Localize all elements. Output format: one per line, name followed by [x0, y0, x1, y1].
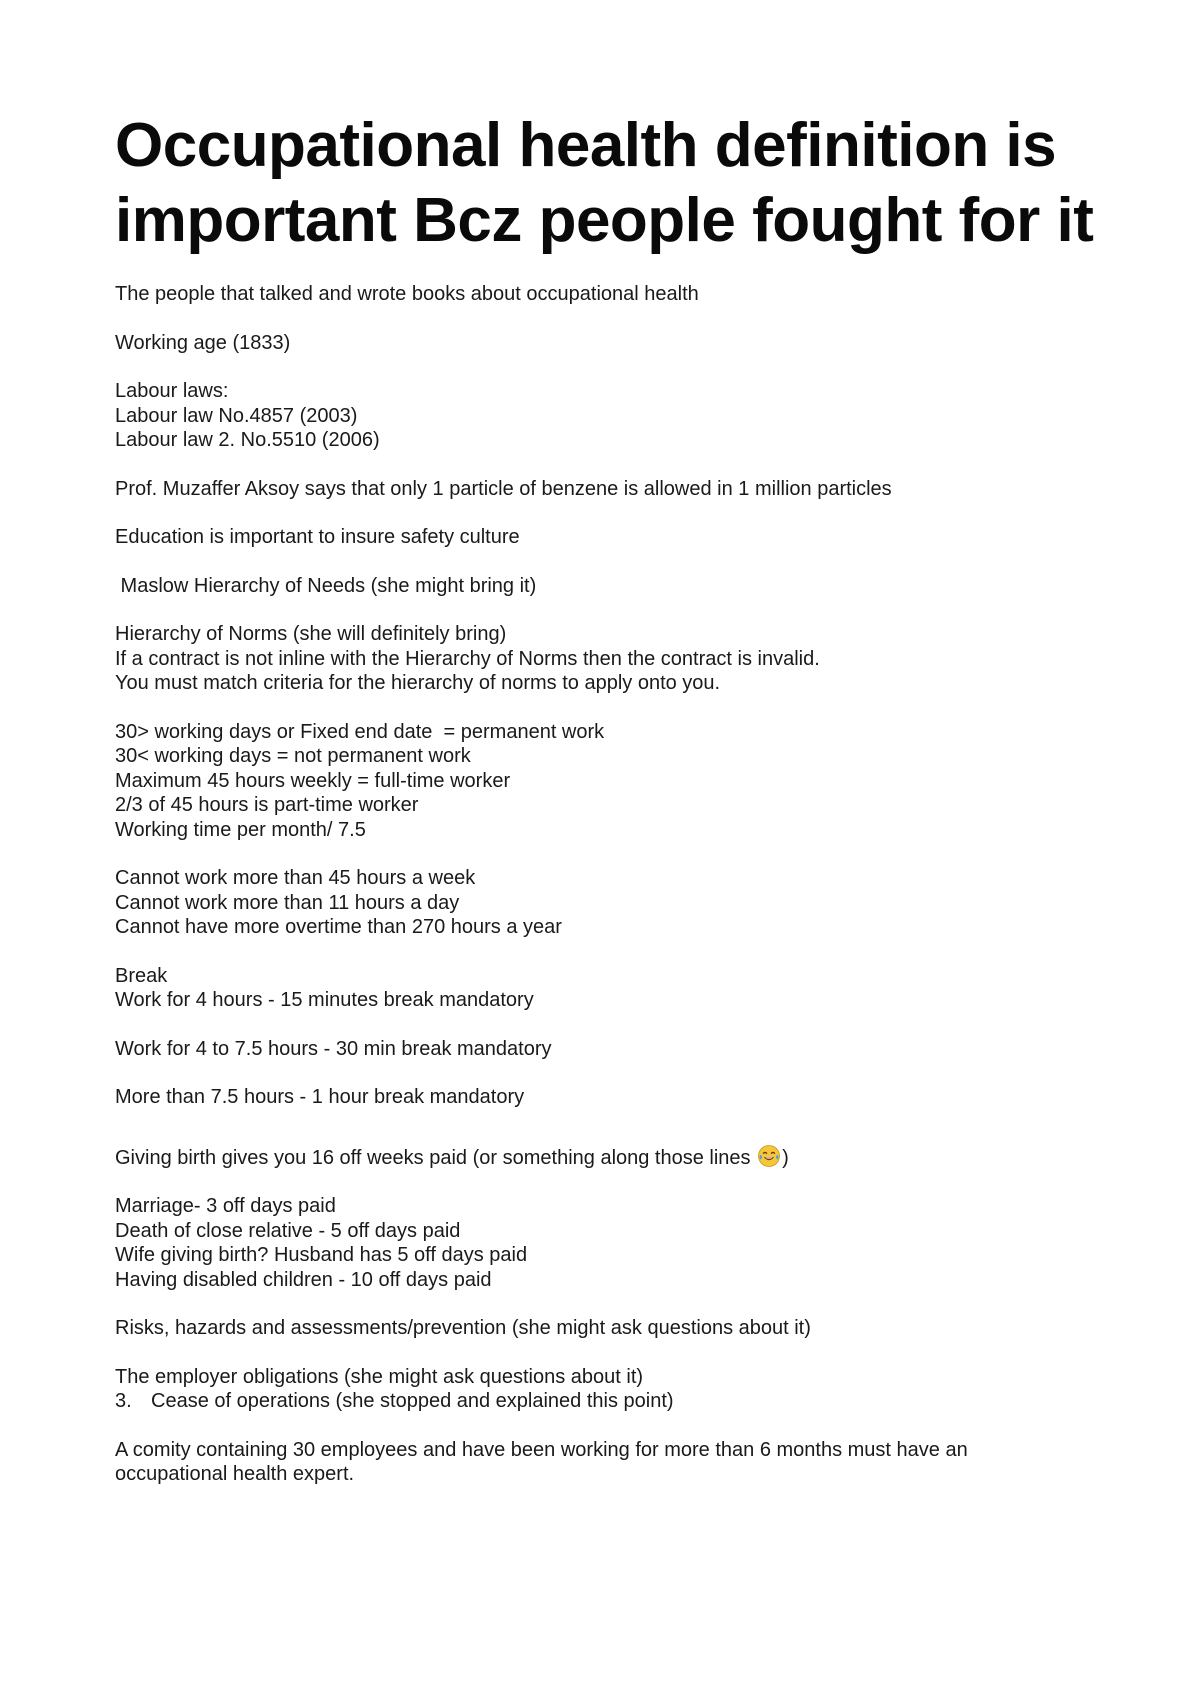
document-title: Occupational health definition is important Bcz people fought for it — [115, 111, 1094, 255]
committee-line-1: A comity containing 30 employees and have been working for more than 6 months must have an — [115, 1438, 968, 1461]
limits-line-3: Cannot have more overtime than 270 hours a year — [115, 916, 562, 938]
paragraph-authors: The people that talked and wrote books about occupational health — [115, 283, 699, 305]
paragraph-work-limits — [115, 866, 1095, 940]
item-text: Cease of operations (she stopped and explained this point) — [151, 1390, 674, 1412]
paragraph-committee — [115, 1438, 1095, 1487]
labour-law-5510: Labour law 2. No.5510 (2006) — [115, 429, 380, 451]
paragraph-labour-laws — [115, 379, 1095, 453]
work-line-3: Maximum 45 hours weekly = full-time worker — [115, 769, 511, 792]
paragraph-leave — [115, 1194, 1095, 1292]
document-page — [115, 108, 1095, 1511]
norms-line-3: You must match criteria for the hierarchy of norms to apply onto you. — [115, 672, 721, 694]
paragraph-break-3: More than 7.5 hours - 1 hour break mandatory — [115, 1086, 525, 1108]
paragraph-employer-obligations — [115, 1365, 1095, 1414]
paragraph-break-2: Work for 4 to 7.5 hours - 30 min break mandatory — [115, 1037, 552, 1060]
work-line-2: 30< working days = not permanent work — [115, 745, 471, 767]
break-line-1: Work for 4 hours - 15 minutes break mandatory — [115, 989, 534, 1011]
leave-line-2: Death of close relative - 5 off days paid — [115, 1219, 461, 1242]
birth-text: Giving birth gives you 16 off weeks paid (or something along those lines — [115, 1146, 757, 1169]
break-heading: Break — [115, 964, 168, 987]
labour-laws-heading: Labour laws: — [115, 380, 229, 402]
paragraph-working-age: Working age (1833) — [115, 331, 291, 354]
paragraph-education: Education is important to insure safety culture — [115, 526, 520, 548]
paragraph-hierarchy-of-norms — [115, 622, 1095, 696]
norms-line-2: If a contract is not inline with the Hierarchy of Norms then the contract is invalid. — [115, 647, 820, 670]
item-number: 3. — [115, 1390, 132, 1412]
face-with-tears-of-joy-icon — [757, 1144, 781, 1168]
paragraph-break — [115, 964, 1095, 1013]
document-body — [115, 282, 1095, 1487]
norms-line-1: Hierarchy of Norms (she will definitely bring) — [115, 623, 507, 645]
paragraph-working-days — [115, 720, 1095, 843]
numbered-item-3 — [115, 1389, 1095, 1414]
limits-line-2: Cannot work more than 11 hours a day — [115, 891, 460, 914]
employer-line-1: The employer obligations (she might ask questions about it) — [115, 1365, 644, 1388]
paragraph-giving-birth — [115, 1144, 1095, 1171]
work-line-1: 30> working days or Fixed end date = permanent work — [115, 720, 605, 743]
paragraph-risks: Risks, hazards and assessments/prevention (she might ask questions about it) — [115, 1317, 811, 1339]
labour-law-4857: Labour law No.4857 (2003) — [115, 404, 358, 427]
leave-line-4: Having disabled children - 10 off days paid — [115, 1268, 492, 1291]
birth-close-paren: ) — [782, 1146, 789, 1169]
committee-line-2: occupational health expert. — [115, 1463, 355, 1485]
work-line-4: 2/3 of 45 hours is part-time worker — [115, 794, 419, 816]
leave-line-1: Marriage- 3 off days paid — [115, 1195, 336, 1217]
leave-line-3: Wife giving birth? Husband has 5 off days paid — [115, 1244, 528, 1266]
limits-line-1: Cannot work more than 45 hours a week — [115, 867, 476, 889]
work-line-5: Working time per month/ 7.5 — [115, 818, 366, 841]
paragraph-maslow: Maslow Hierarchy of Needs (she might bring it) — [115, 574, 537, 597]
paragraph-benzene: Prof. Muzaffer Aksoy says that only 1 particle of benzene is allowed in 1 million particles — [115, 477, 892, 500]
